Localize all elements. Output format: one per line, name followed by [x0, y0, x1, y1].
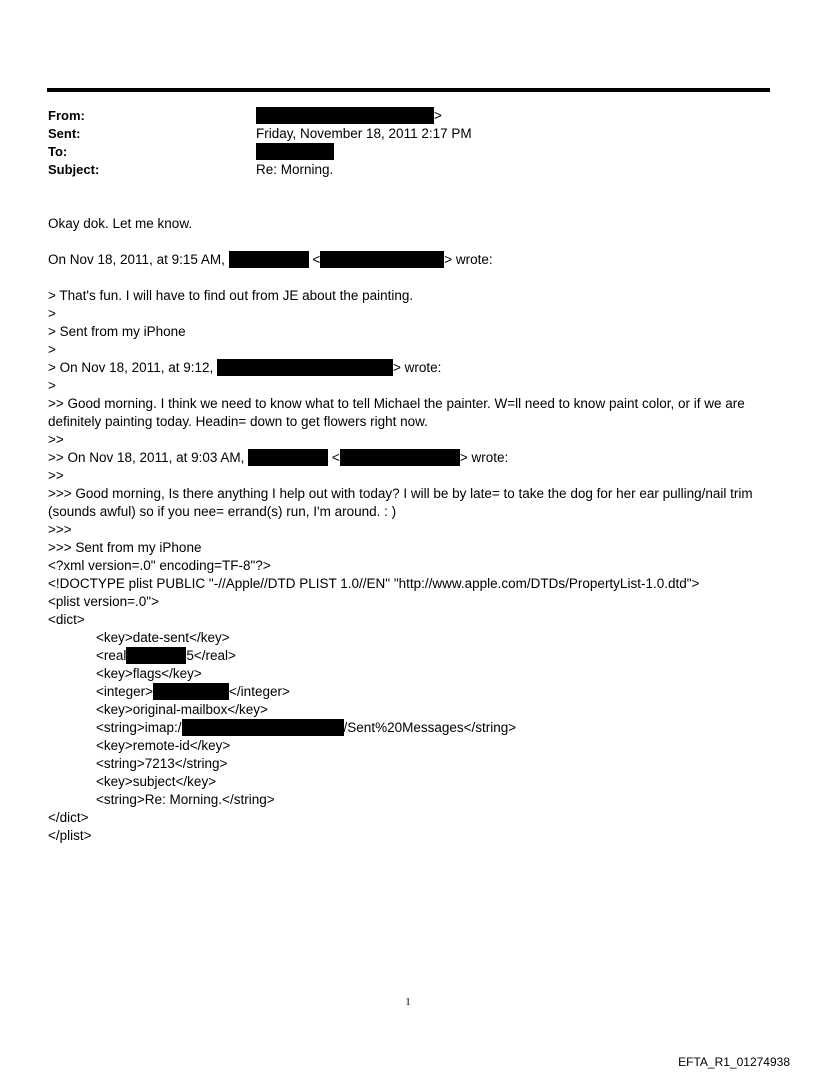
attribution-text: > wrote: [444, 252, 493, 267]
attribution-text: < [331, 450, 340, 465]
xml-line: <key>remote-id</key> [96, 738, 231, 753]
quote-attribution [48, 449, 508, 467]
body-line: >>> Sent from my iPhone [48, 540, 202, 555]
xml-line: </plist> [48, 828, 92, 843]
xml-text: </integer> [229, 684, 290, 699]
sent-label: Sent: [48, 126, 81, 141]
attribution-text: >> On Nov 18, 2011, at 9:03 AM, [48, 450, 245, 465]
redaction-box [217, 359, 393, 376]
xml-line: <string>7213</string> [96, 756, 228, 771]
attribution-text: On Nov 18, 2011, at 9:15 AM, [48, 252, 225, 267]
xml-line: <?xml version=.0" encoding=TF-8"?> [48, 558, 271, 573]
subject-label: Subject: [48, 162, 100, 177]
redaction-box [256, 107, 434, 124]
body-paragraph: >> Good morning. I think we need to know what to tell Michael the painter. W=ll need to know paint color, or if we are definitely painting today. Headin= down to get flowers right now. [48, 396, 745, 429]
attribution-text: > wrote: [393, 360, 442, 375]
body-line: >> [48, 432, 64, 447]
xml-line: <plist version=.0"> [48, 594, 159, 609]
xml-text: /Sent%20Messages</string> [343, 720, 517, 735]
xml-line: <key>original-mailbox</key> [96, 702, 268, 717]
body-line: > [48, 306, 56, 321]
body-line: > That's fun. I will have to find out from JE about the painting. [48, 288, 414, 303]
xml-text: 5</real> [186, 648, 236, 663]
bates-number: EFTA_R1_01274938 [678, 1055, 790, 1069]
xml-line [96, 647, 236, 665]
xml-line: <string>Re: Morning.</string> [96, 792, 275, 807]
redaction-box [320, 251, 444, 268]
xml-line [96, 719, 516, 737]
xml-line: <key>subject</key> [96, 774, 217, 789]
redaction-box [340, 449, 460, 466]
to-value [256, 143, 334, 161]
redaction-box [229, 251, 309, 268]
xml-line: <key>flags</key> [96, 666, 202, 681]
xml-line: <dict> [48, 612, 85, 627]
from-suffix: > [434, 108, 442, 123]
xml-line: <key>date-sent</key> [96, 630, 230, 645]
subject-value: Re: Morning. [256, 162, 334, 177]
xml-line: </dict> [48, 810, 89, 825]
redaction-box [153, 683, 229, 700]
body-paragraph: >>> Good morning, Is there anything I help out with today? I will be by late= to take the dog for her ear pulling/nail trim (sounds awful) so if you nee= errand(s) run, I'm around. : ) [48, 486, 753, 519]
xml-line [96, 683, 290, 701]
redaction-box [126, 647, 186, 664]
redaction-box [182, 719, 344, 736]
from-label: From: [48, 108, 85, 123]
body-line: > [48, 342, 56, 357]
attribution-text: > On Nov 18, 2011, at 9:12, [48, 360, 214, 375]
body-line: > Sent from my iPhone [48, 324, 186, 339]
xml-text: <integer> [96, 684, 154, 699]
attribution-text: < [312, 252, 321, 267]
redaction-box [256, 143, 334, 160]
body-line: >>> [48, 522, 72, 537]
xml-line: <!DOCTYPE plist PUBLIC "-//Apple//DTD PLIST 1.0//EN" "http://www.apple.com/DTDs/PropertyList-1.0.dtd"> [48, 576, 700, 591]
xml-text: <string>imap:/ [96, 720, 182, 735]
page-number: 1 [405, 996, 411, 1008]
sent-value: Friday, November 18, 2011 2:17 PM [256, 126, 472, 141]
quote-attribution [48, 359, 441, 377]
to-label: To: [48, 144, 68, 159]
attribution-text: > wrote: [459, 450, 509, 465]
body-line: >> [48, 468, 64, 483]
body-line: > [48, 378, 56, 393]
header-rule [47, 88, 770, 92]
quote-attribution [48, 251, 493, 269]
xml-text: <real [96, 648, 127, 663]
redaction-box [248, 449, 328, 466]
from-value [256, 107, 442, 125]
body-line: Okay dok. Let me know. [48, 216, 193, 231]
